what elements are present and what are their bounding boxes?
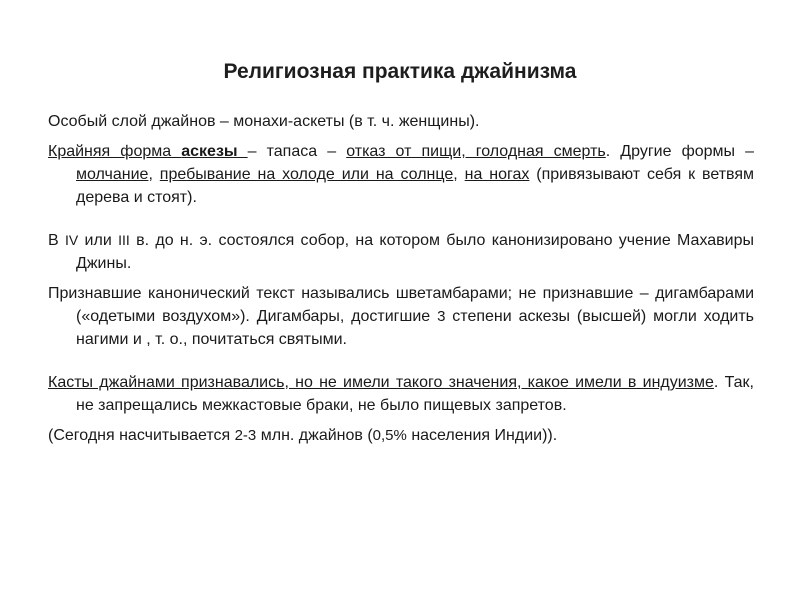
- underlined-span: на ногах: [464, 166, 530, 183]
- underlined-span: отказ от пищи, голодная смерть: [346, 143, 606, 160]
- text-span: . Так, не запрещались межкастовые браки, не было пищевых запретов.: [76, 374, 754, 414]
- text-span: или: [78, 232, 119, 249]
- paragraph-population: [48, 424, 754, 447]
- text-span: ,: [148, 166, 160, 183]
- underlined-span: Крайняя форма: [48, 143, 182, 160]
- paragraph-monks: [48, 110, 754, 133]
- text-span: в. до н. э. состоялся собор, на котором было канонизировано учение Махавиры Джины.: [76, 232, 754, 272]
- slide-content: [48, 110, 754, 454]
- paragraph-castes: [48, 371, 754, 417]
- underlined-span: молчание: [76, 166, 149, 183]
- number-span: 2-3: [234, 427, 257, 444]
- text-span: В: [48, 232, 65, 249]
- text-span: Особый слой джайнов – монахи-аскеты (в т. ч. женщины).: [48, 113, 480, 130]
- text-span: (привязывают себя к ветвям дерева и стоят).: [76, 166, 755, 206]
- number-span: 3: [437, 308, 446, 325]
- underlined-span: пребывание на холоде или на солнце: [159, 166, 454, 183]
- text-span: Признавшие канонический текст назывались шветамбарами; не признавшие – дигамбарами («одетыми воздухом»). Дигамбары, достигшие: [48, 285, 754, 325]
- paragraph-sects: [48, 282, 754, 351]
- text-span: ,: [453, 166, 465, 183]
- paragraph-asceticism: [48, 140, 754, 209]
- underlined-span: Касты джайнами признавались, но не имели такого значения, какое имели в индуизме: [48, 374, 714, 391]
- text-span: степени аскезы (высшей) могли ходить нагими и , т. о., почитаться святыми.: [76, 308, 755, 348]
- paragraph-council: [48, 229, 754, 275]
- bold-underlined-span: аскезы: [181, 143, 248, 160]
- text-span: (Сегодня насчитывается: [48, 427, 235, 444]
- roman-numeral: III: [118, 232, 130, 248]
- roman-numeral: IV: [65, 232, 79, 248]
- text-span: . Другие формы –: [605, 143, 755, 160]
- slide-title: Религиозная практика джайнизма: [223, 60, 577, 83]
- text-span: млн. джайнов (: [256, 427, 373, 444]
- text-span: – тапаса –: [247, 143, 347, 160]
- number-span: 0,5%: [372, 427, 407, 444]
- text-span: населения Индии)).: [406, 427, 558, 444]
